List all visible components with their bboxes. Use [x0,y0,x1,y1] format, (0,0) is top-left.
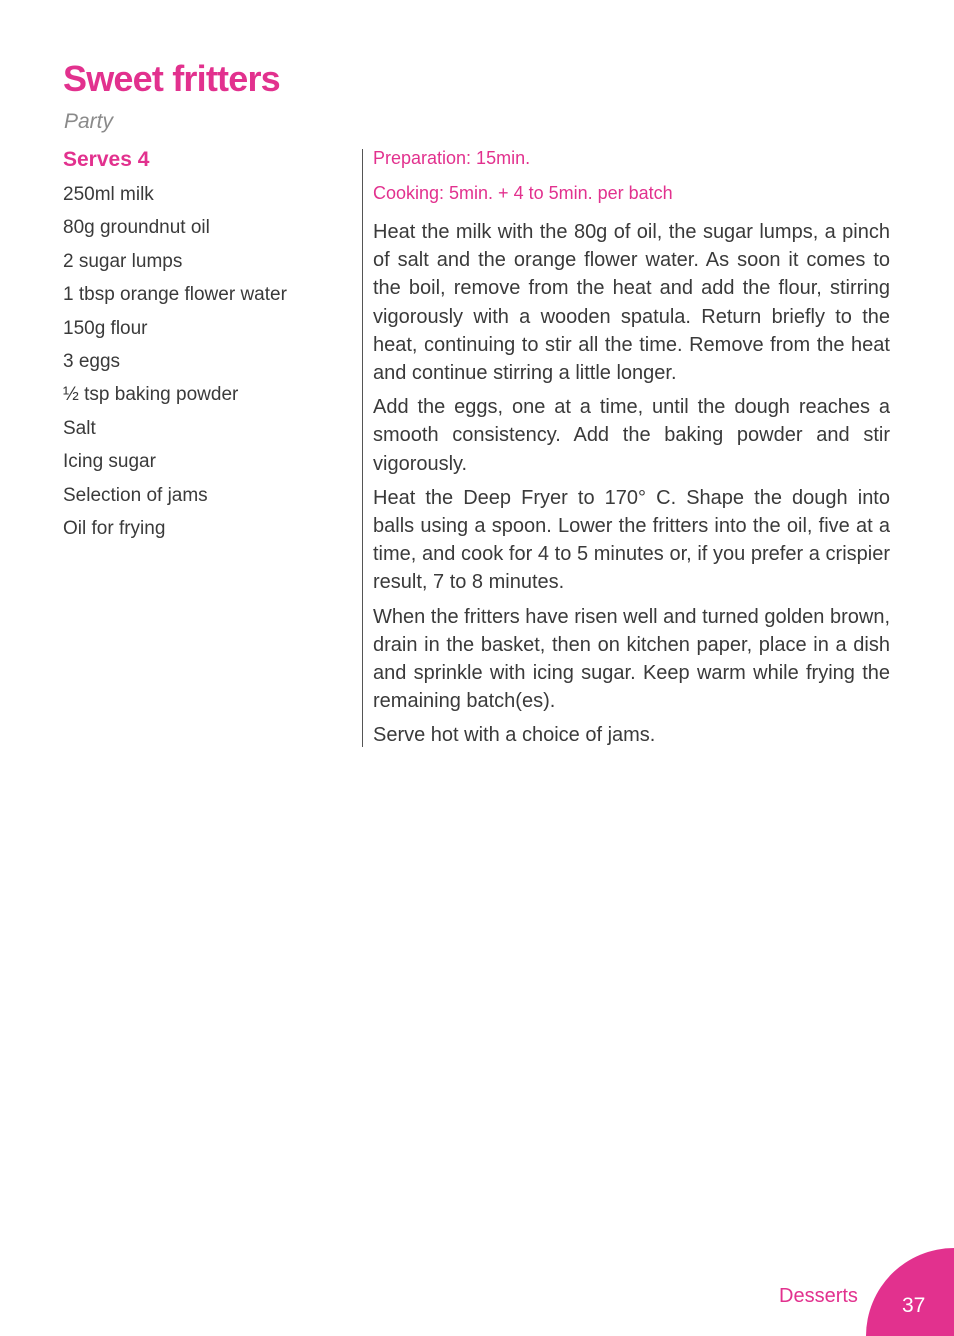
ingredient-item: 150g flour [63,317,148,339]
ingredient-item: ½ tsp baking powder [63,384,239,406]
instruction-paragraph: Add the eggs, one at a time, until the dough reaches a smooth consistency. Add the baking powder and stir vigorously. [373,396,890,475]
ingredient-item: 80g groundnut oil [63,217,210,239]
method-column [373,144,890,756]
ingredient-item: 3 eggs [63,351,121,373]
ingredient-item: Salt [63,417,96,439]
ingredient-list [63,178,353,545]
ingredient-item: Oil for frying [63,518,166,540]
instruction-paragraph: Serve hot with a choice of jams. [373,724,656,747]
column-divider [362,149,363,747]
ingredients-column [63,145,353,545]
ingredient-item: Selection of jams [63,484,208,506]
ingredient-item: Icing sugar [63,451,156,473]
preparation-time: Preparation: 15min. [373,148,531,168]
instruction-paragraph: Heat the Deep Fryer to 170° C. Shape the dough into balls using a spoon. Lower the fritters into the oil, five at a time, and cook for 4 to 5 minutes or, if you prefer a crispier result, 7 to 8 minutes. [373,486,890,594]
page-number: 37 [902,1294,926,1317]
instruction-paragraph: Heat the milk with the 80g of oil, the sugar lumps, a pinch of salt and the orange flower water. As soon it comes to the boil, remove from the heat and add the flour, stirring vigorously with a wooden spatula. Return briefly to the heat, continuing to stir all the time. Remove from the heat and continue stirring a little longer. [373,221,890,385]
serves-heading: Serves 4 [63,148,150,171]
instruction-paragraph: When the fritters have risen well and turned golden brown, drain in the basket, then on kitchen paper, place in a dish and sprinkle with icing sugar. Keep warm while frying the remaining batch(es). [373,605,890,713]
section-label: Desserts [779,1285,858,1307]
ingredient-item: 2 sugar lumps [63,250,183,272]
recipe-category: Party [64,110,114,133]
ingredient-item: 1 tbsp orange flower water [63,284,287,306]
ingredient-item: 250ml milk [63,184,154,205]
recipe-title: Sweet fritters [63,58,280,99]
cooking-time: Cooking: 5min. + 4 to 5min. per batch [373,183,673,203]
